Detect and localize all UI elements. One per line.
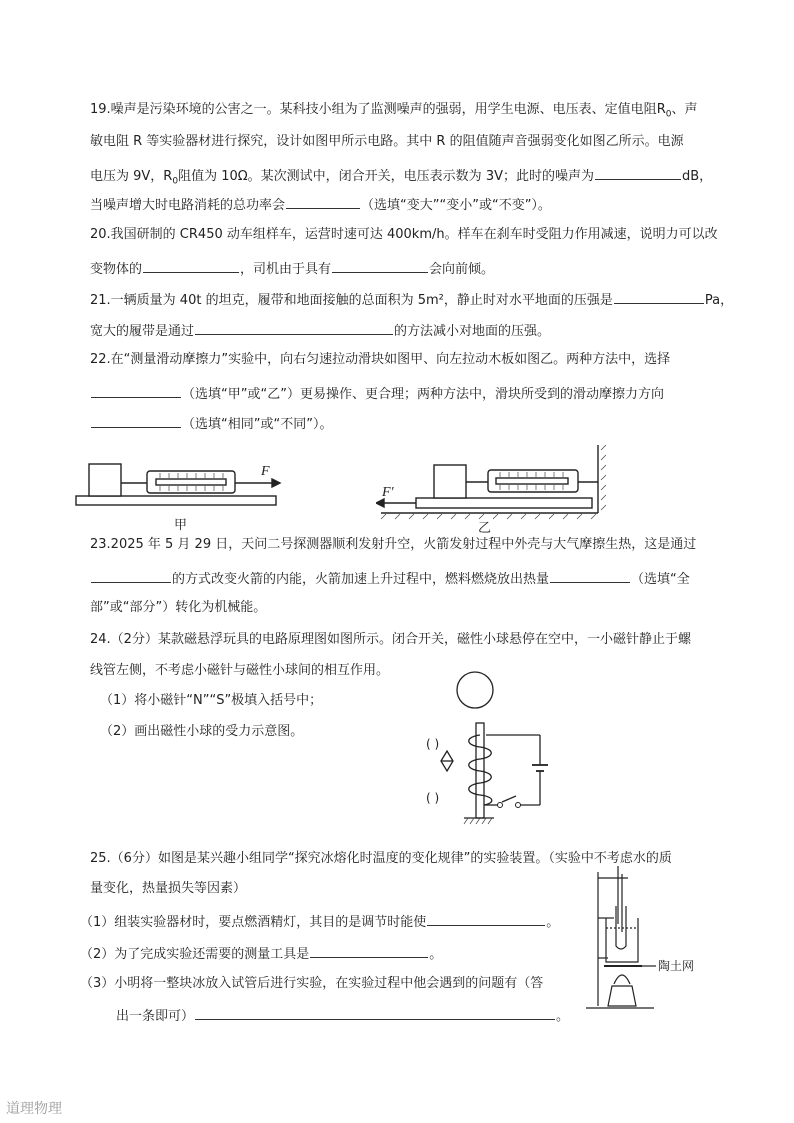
board	[416, 498, 592, 508]
caption-jia: 甲	[174, 518, 188, 533]
answer-blank[interactable]	[550, 568, 630, 583]
answer-blank[interactable]	[595, 165, 681, 180]
friction-figure-jia	[74, 445, 294, 533]
answer-blank[interactable]	[614, 289, 704, 304]
q24-line2: 线管左侧，不考虑小磁针与磁性小球间的相互作用。	[90, 663, 390, 678]
q20-line1: 20.我国研制的 CR450 动车组样车，运营时速可达 400km/h。样车在刹车时受阻力作用减速，说明力可以改	[90, 227, 718, 242]
alcohol-lamp	[608, 986, 636, 1006]
magnetic-ball	[457, 672, 493, 708]
answer-blank[interactable]	[91, 413, 181, 428]
q21-line2: 宽大的履带是通过 的方法减小对地面的压强。	[90, 320, 550, 341]
answer-blank[interactable]	[310, 943, 428, 958]
q22-line2: （选填“甲”或“乙”）更易操作、更合理；两种方法中，滑块所受到的滑动摩擦力方向	[90, 383, 664, 404]
q22-line3: （选填“相同”或“不同”）。	[90, 413, 332, 434]
board	[76, 496, 276, 505]
flame	[614, 975, 630, 984]
solenoid-coil	[469, 735, 492, 805]
answer-blank[interactable]	[143, 258, 239, 273]
q19-line1: 19.噪声是污染环境的公害之一。某科技小组为了监测噪声的强弱，用学生电源、电压表、定值电阻$R_0$、声	[90, 102, 698, 120]
q23-line2: 的方式改变火箭的内能，火箭加速上升过程中，燃料燃烧放出热量 （选填“全	[90, 568, 690, 589]
q25-line2: 量变化，热量损失等因素）	[90, 881, 247, 896]
q19-line3: 电压为 9V，$R_0$阻值为 10Ω。某次测试中，闭合开关，电压表示数为 3V；此时的噪声为 dB，	[90, 165, 712, 191]
q25-sub2: （2）为了完成实验还需要的测量工具是 。	[80, 943, 442, 964]
ice-melting-apparatus-figure	[584, 866, 718, 1016]
q24-sub1: （1）将小磁针“N”“S”极填入括号中；	[100, 693, 323, 708]
watermark: 道理物理	[6, 1101, 62, 1117]
q23-line3: 部”或“部分”）转化为机械能。	[90, 600, 267, 615]
answer-blank[interactable]	[195, 1005, 555, 1020]
q19-line2: 敏电阻 R 等实验器材进行探究，设计如图甲所示电路。其中 R 的阻值随声音强弱变化如图乙所示。电源	[90, 134, 684, 149]
friction-figure-yi	[376, 440, 606, 535]
q24-line1: 24.（2分）某款磁悬浮玩具的电路原理图如图所示。闭合开关，磁性小球悬停在空中，一小磁针静止于螺	[90, 632, 691, 647]
q22-line1: 22.在“测量滑动摩擦力”实验中，向右匀速拉动滑块如图甲、向左拉动木板如图乙。两种方法中，选择	[90, 352, 671, 367]
answer-blank[interactable]	[332, 258, 428, 273]
answer-blank[interactable]	[91, 568, 171, 583]
block	[434, 465, 466, 498]
bracket-top[interactable]: ( )	[426, 737, 440, 751]
q25-sub3b: 出一条即可） 。	[116, 1005, 569, 1026]
q19-line4: 当噪声增大时电路消耗的总功率会 （选填“变大”“变小”或“不变”）。	[90, 194, 551, 215]
answer-blank[interactable]	[91, 383, 181, 398]
bracket-bottom[interactable]: ( )	[426, 791, 440, 805]
q20-line2: 变物体的 ，司机由于具有 会向前倾。	[90, 258, 494, 279]
q25-sub3: （3）小明将一整块冰放入试管后进行实验，在实验过程中他会遇到的问题有（答	[80, 976, 544, 991]
q23-line1: 23.2025 年 5 月 29 日，天问二号探测器顺利发射升空，火箭发射过程中外壳与大气摩擦生热，这是通过	[90, 537, 697, 552]
maglev-circuit-figure	[420, 665, 580, 830]
q21-line1: 21.一辆质量为 40t 的坦克，履带和地面接触的总面积为 5m²，静止时对水平地面的压强是 Pa，	[90, 289, 733, 310]
clay-mesh-label: 陶土网	[658, 959, 695, 973]
block	[89, 464, 121, 496]
answer-blank[interactable]	[427, 911, 545, 926]
caption-yi: 乙	[478, 521, 492, 535]
answer-blank[interactable]	[195, 320, 393, 335]
q25-line1: 25.（6分）如图是某兴趣小组同学“探究冰熔化时温度的变化规律”的实验装置。（实验中不考虑水的质	[90, 851, 672, 866]
force-label-f-prime: F′	[382, 485, 394, 500]
q24-sub2: （2）画出磁性小球的受力示意图。	[100, 724, 304, 739]
answer-blank[interactable]	[286, 194, 360, 209]
switch	[502, 796, 516, 802]
force-label-f: F	[261, 464, 270, 479]
q25-sub1: （1）组装实验器材时，要点燃酒精灯，其目的是调节时能使 。	[80, 911, 559, 932]
spring-scale	[488, 470, 578, 492]
